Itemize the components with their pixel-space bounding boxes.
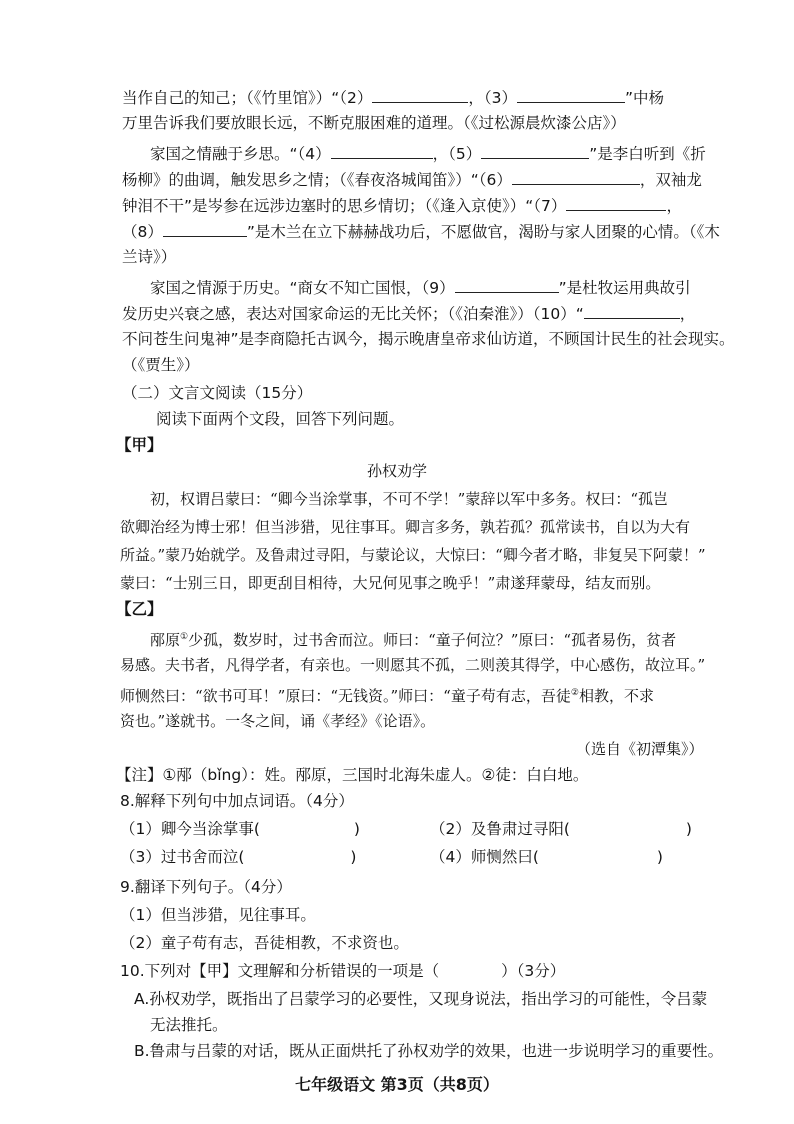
question-8-stem: 8.解释下列句中加点词语。（4分） xyxy=(120,792,354,810)
poetry-line-4 xyxy=(122,168,702,191)
text: 家国之情源于历史。“商女不知亡国恨，（9） xyxy=(150,279,455,297)
text: （1）卿今当涂掌事( xyxy=(120,820,260,838)
footnote-marker: ② xyxy=(570,688,579,698)
q8-item-4 xyxy=(430,846,663,868)
text: 相教，不求 xyxy=(578,687,654,705)
text: 当作自己的知己；（《竹里馆》）“（2） xyxy=(122,89,373,107)
poetry-line-6 xyxy=(122,220,720,243)
poetry-line-2: 万里告诉我们要放眼长远，不断克服困难的道理。（《过松源晨炊漆公店》） xyxy=(122,114,626,132)
passage-yi-line-2: 易感。夫书者，凡得学者，有亲也。一则愿其不孤，二则羡其得学，中心感伤，故泣耳。” xyxy=(120,656,706,674)
text: ，双袖龙 xyxy=(639,171,702,189)
answer-blank-9[interactable] xyxy=(455,276,559,293)
text: ，（5） xyxy=(432,145,482,163)
passage-yi-line-4: 资也。”遂就书。一冬之间，诵《孝经》《论语》。 xyxy=(120,712,436,730)
q9-sentence-1: （1）但当涉猎，见往事耳。 xyxy=(120,906,316,924)
text: ）（3分） xyxy=(501,962,566,980)
text: 家国之情融于乡思。“（4） xyxy=(150,145,331,163)
passage-jia-line-4: 蒙曰：“士别三日，即更刮目相待，大兄何见事之晚乎！”肃遂拜蒙母，结友而别。 xyxy=(120,574,661,592)
section-instruction: 阅读下面两个文段，回答下列问题。 xyxy=(156,410,405,428)
text: （2）及鲁肃过寻阳( xyxy=(430,820,570,838)
q8-item-2 xyxy=(430,818,692,840)
text: ) xyxy=(350,848,357,866)
q9-sentence-2: （2）童子苟有志，吾徒相教，不求资也。 xyxy=(120,934,409,952)
text: （4）师恻然曰( xyxy=(430,848,539,866)
poetry-line-5 xyxy=(122,194,682,217)
passage-source: （选自《初潭集》） xyxy=(576,740,704,758)
answer-blank-2[interactable] xyxy=(372,86,468,103)
text: ”是李白听到《折 xyxy=(589,145,706,163)
page-footer: 七年级语文 第3页（共8页） xyxy=(295,1075,499,1094)
q10-option-a-line-1: A.孙权劝学，既指出了吕蒙学习的必要性，又现身说法，指出学习的可能性，令吕蒙 xyxy=(134,990,708,1008)
text: 少孤，数岁时，过书舍而泣。师曰：“童子何泣？”原曰：“孤者易伤，贫者 xyxy=(188,631,677,649)
passage-jia-title: 孙权劝学 xyxy=(366,462,427,480)
question-10-stem xyxy=(120,960,565,982)
text: ”是杜牧运用典故引 xyxy=(558,279,691,297)
answer-blank-8[interactable] xyxy=(163,220,247,237)
text: 杨柳》的曲调，触发思乡之情；（《春夜洛城闻笛》）“（6） xyxy=(122,171,512,189)
answer-blank-4[interactable] xyxy=(331,142,433,159)
text: 钟泪不干”是岑参在远涉边塞时的思乡情切；（《逢入京使》）“（7） xyxy=(122,197,567,215)
poetry-line-3 xyxy=(150,142,706,165)
text: ， xyxy=(679,305,696,323)
passage-jia-line-2: 欲卿治经为博士邪！但当涉猎，见往事耳。卿言多务，孰若孤？孤常读书，自以为大有 xyxy=(120,518,691,536)
text: 发历史兴衰之感，表达对国家命运的无比关怀；（《泊秦淮》）（10）“ xyxy=(122,305,584,323)
text: ) xyxy=(353,820,360,838)
text: 师恻然曰：“欲书可耳！”原曰：“无钱资。”师曰：“童子苟有志，吾徒 xyxy=(120,687,571,705)
answer-blank-5[interactable] xyxy=(481,142,589,159)
q8-item-1 xyxy=(120,818,360,840)
answer-blank-10[interactable] xyxy=(584,302,680,319)
poetry-line-8 xyxy=(150,276,691,299)
q8-item-3 xyxy=(120,846,356,868)
poetry-line-9 xyxy=(122,302,695,325)
passage-yi-line-3 xyxy=(120,682,654,707)
answer-blank-7[interactable] xyxy=(566,194,666,211)
answer-blank-3[interactable] xyxy=(517,86,625,103)
text: ”是木兰在立下赫赫战功后，不愿做官，渴盼与家人团聚的心情。（《木 xyxy=(246,223,720,241)
passage-jia-line-1: 初，权谓吕蒙曰：“卿今当涂掌事，不可不学！”蒙辞以军中多务。权曰：“孤岂 xyxy=(150,490,669,508)
passage-yi-line-1 xyxy=(150,626,676,651)
passage-jia-line-3: 所益。”蒙乃始就学。及鲁肃过寻阳，与蒙论议，大惊曰：“卿今者才略，非复吴下阿蒙！” xyxy=(120,546,706,564)
text: 10.下列对【甲】文理解和分析错误的一项是（ xyxy=(120,962,440,980)
footnote: 【注】①邴（bǐng）：姓。邴原，三国时北海朱虚人。②徒：白白地。 xyxy=(116,766,589,784)
passage-jia-label: 【甲】 xyxy=(116,436,163,454)
section-heading: （二）文言文阅读（15分） xyxy=(122,384,313,402)
poetry-line-10: 不问苍生问鬼神”是李商隐托古讽今，揭示晚唐皇帝求仙访道，不顾国计民生的社会现实。 xyxy=(122,330,735,348)
text: 邴原 xyxy=(150,631,181,649)
q10-option-b: B.鲁肃与吕蒙的对话，既从正面烘托了孙权劝学的效果，也进一步说明学习的重要性。 xyxy=(134,1042,724,1060)
text: ，（3） xyxy=(468,89,518,107)
text: ， xyxy=(666,197,682,215)
poetry-line-7: 兰诗》） xyxy=(122,248,177,266)
q10-option-a-line-2: 无法推托。 xyxy=(150,1016,228,1034)
poetry-line-1 xyxy=(122,86,664,109)
poetry-line-11: （《贾生》） xyxy=(122,356,200,374)
text: ”中杨 xyxy=(625,89,665,107)
text: （8） xyxy=(122,223,163,241)
footnote-marker: ① xyxy=(180,632,189,642)
text: ) xyxy=(656,848,663,866)
answer-blank-6[interactable] xyxy=(512,168,640,185)
text: （3）过书舍而泣( xyxy=(120,848,245,866)
text: ) xyxy=(685,820,692,838)
passage-yi-label: 【乙】 xyxy=(116,600,163,618)
question-9-stem: 9.翻译下列句子。（4分） xyxy=(120,878,292,896)
